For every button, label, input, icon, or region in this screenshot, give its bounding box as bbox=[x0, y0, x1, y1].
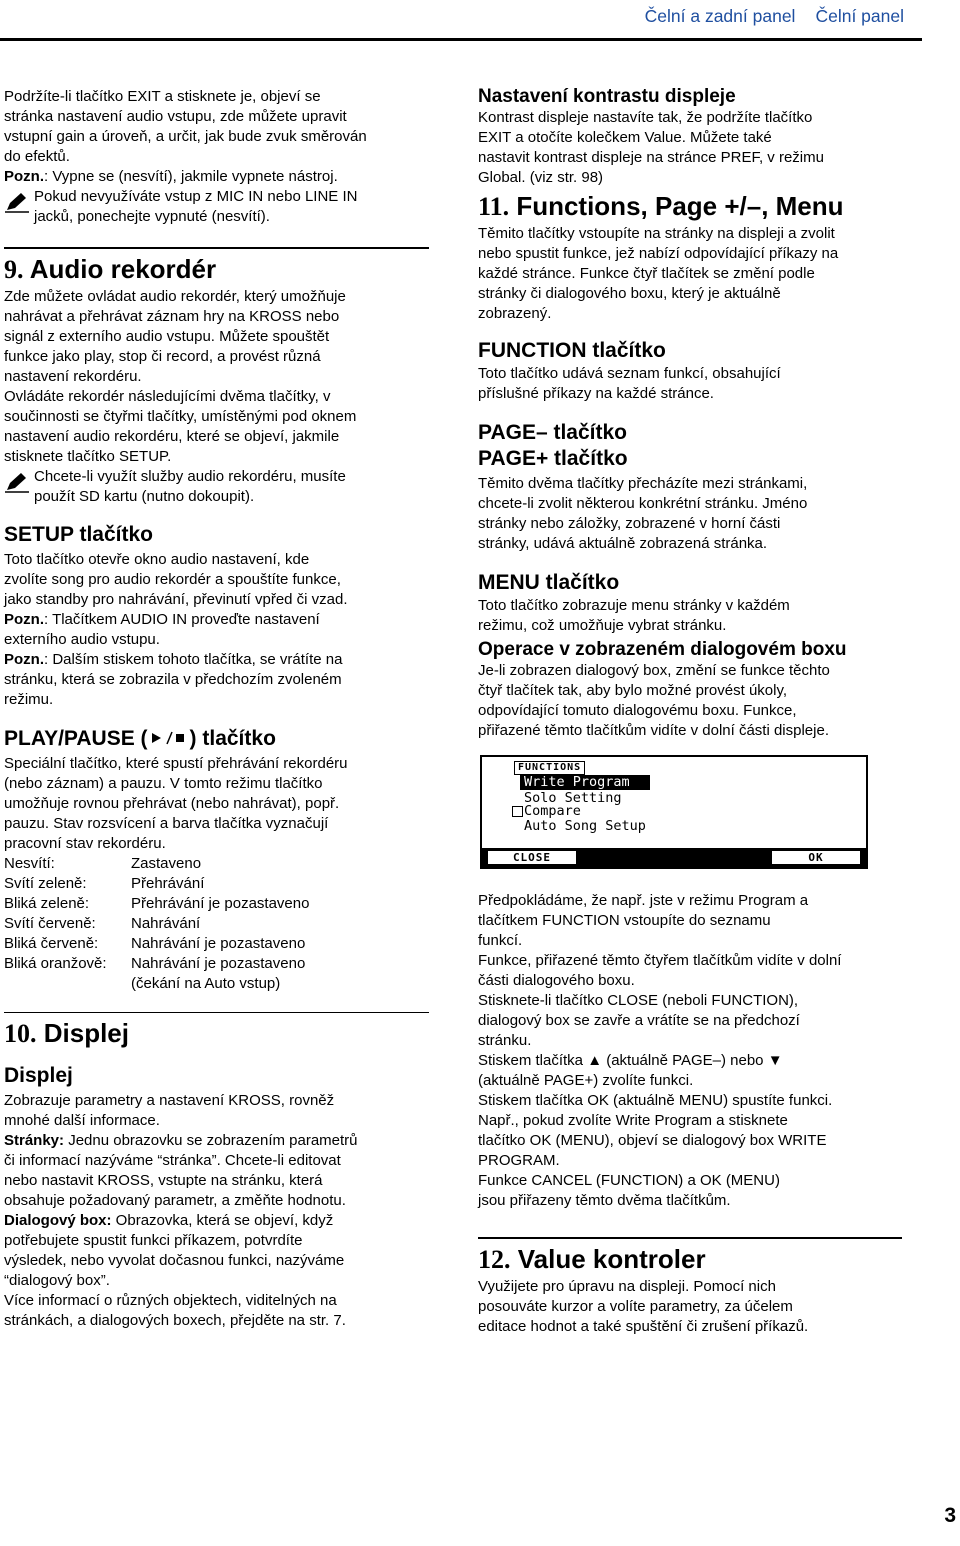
lcd-item-auto-song-setup: Auto Song Setup bbox=[524, 818, 646, 834]
header-subsection: Čelní panel bbox=[815, 6, 904, 26]
header-rule bbox=[0, 38, 922, 41]
running-header bbox=[645, 4, 904, 28]
section-12-paragraph: Využijete pro úpravu na displeji. Pomocí nich posouváte kurzor a volíte parametry, za účelem editace hodnot a také spuštění či zrušení příkazů. bbox=[478, 1277, 809, 1335]
function-paragraph: Toto tlačítko udává seznam funkcí, obsahující příslušné příkazy na každé stránce. bbox=[478, 365, 781, 402]
setup-note-2: Pozn.: Dalším stiskem tohoto tlačítka, se vrátíte na stránku, která se zobrazila v předchozím zvoleném režimu. bbox=[4, 650, 343, 708]
dialog-operation-title: Operace v zobrazeném dialogovém boxu bbox=[478, 639, 847, 660]
page-plus-title: PAGE+ tlačítko bbox=[478, 447, 628, 470]
section-11-paragraph: Těmito tlačítky vstoupíte na stránky na displeji a zvolit nebo spustit funkce, jež nabízí odpovídající příkazy na každé stránce. Funkce čtyř tlačítek se změní podle stránky či dialogového boxu, který je aktuálně zobrazený. bbox=[478, 225, 839, 322]
displej-paragraph: Zobrazuje parametry a nastavení KROSS, rovněž mnohé další informace. bbox=[4, 1092, 335, 1129]
section-9-paragraph-1: Zde můžete ovládat audio rekordér, který umožňuje nahrávat a přehrávat záznam hry na KROSS nebo signál z externího audio vstupu. Můžete spouštět funkce jako play, stop či record, a provést různá nastavení rekordéru. bbox=[4, 287, 346, 385]
table-row: Svítí zeleně: Přehrávání bbox=[4, 874, 205, 892]
play-pause-title: PLAY/PAUSE ( ) tlačítko bbox=[4, 726, 276, 750]
setup-note-1: Pozn.: Tlačítkem AUDIO IN proveďte nastavení externího audio vstupu. bbox=[4, 610, 320, 648]
section-9-paragraph-2: Ovládáte rekordér následujícími dvěma tlačítky, v součinnosti se čtyřmi tlačítky, umístěnými pod oknem nastavení audio rekordéru, které se objeví, jakmile stisknete tlačítko SETUP. bbox=[4, 387, 357, 465]
pen-note-icon bbox=[4, 471, 30, 493]
pen-note-icon bbox=[4, 191, 30, 213]
lcd-item-solo-setting: Solo Setting bbox=[524, 790, 622, 806]
function-title: FUNCTION tlačítko bbox=[478, 339, 666, 362]
page-paragraph: Těmito dvěma tlačítky přecházíte mezi stránkami, chcete-li zvolit některou konkrétní stránku. Jméno stránky nebo záložky, zobrazené v horní části stránky, udává aktuálně zobrazená stránka. bbox=[478, 475, 808, 552]
lcd-function-dialog bbox=[480, 755, 868, 869]
page-minus-title: PAGE– tlačítko bbox=[478, 421, 627, 444]
contrast-title: Nastavení kontrastu displeje bbox=[478, 86, 736, 107]
table-row: Svítí červeně: Nahrávání bbox=[4, 914, 201, 932]
intro-paragraph: Podržíte-li tlačítko EXIT a stisknete je, objeví se stránka nastavení audio vstupu, zde můžete upravit vstupní gain a úroveň, a určit, jak bude zvuk směrován do efektů. bbox=[4, 88, 367, 165]
lcd-title: FUNCTIONS bbox=[514, 761, 585, 775]
more-info-paragraph: Více informací o různých objektech, viditelných na stránkách, a dialogových boxech, přejděte na str. 7. bbox=[4, 1292, 346, 1329]
page-number: 3 bbox=[944, 1504, 956, 1527]
note-label: Pozn. bbox=[4, 168, 44, 185]
lcd-item-compare: Compare bbox=[524, 803, 581, 819]
table-row: Bliká zeleně: Přehrávání je pozastaveno bbox=[4, 894, 310, 912]
recorder-states-table bbox=[4, 854, 309, 994]
menu-paragraph: Toto tlačítko zobrazuje menu stránky v každém režimu, což umožňuje vybrat stránku. bbox=[478, 597, 790, 634]
play-pause-icon bbox=[148, 730, 190, 746]
dialog-box-paragraph: Dialogový box: Obrazovka, která se objeví, když potřebujete spustit funkci příkazem, potvrdíte výsledek, nebo vyvolat dočasnou funkci, nazýváme “dialogový box”. bbox=[4, 1212, 345, 1289]
intro-note: Pozn.: Vypne se (nesvítí), jakmile vypnete nástroj. bbox=[4, 168, 338, 185]
section-12-title: 12. Value kontroler bbox=[478, 1243, 706, 1274]
lcd-close-button: CLOSE bbox=[488, 851, 576, 864]
section-9-title: 9. Audio rekordér bbox=[4, 253, 217, 284]
dialog-operation-paragraph: Je-li zobrazen dialogový box, změní se funkce těchto čtyř tlačítek tak, aby bylo možné provést úkoly, odpovídající tomuto dialogovému boxu. Funkce, přiřazené těmto tlačítkům vidíte v dolní části displeje. bbox=[478, 662, 830, 739]
right-column bbox=[478, 85, 918, 1337]
contrast-paragraph: Kontrast displeje nastavíte tak, že podržíte tlačítko EXIT a otočíte kolečkem Value. Můžete také nastavit kontrast displeje na stránce PREF, v režimu Global. (viz str. 98) bbox=[478, 109, 824, 186]
section-11-title: 11. Functions, Page +/–, Menu bbox=[478, 191, 844, 221]
section-10-title: 10. Displej bbox=[4, 1018, 129, 1048]
lcd-ok-button: OK bbox=[772, 851, 860, 864]
table-row: Bliká oranžově: Nahrávání je pozastaveno bbox=[4, 954, 306, 972]
header-section: Čelní a zadní panel bbox=[644, 6, 796, 26]
left-column bbox=[4, 85, 429, 1331]
section-12-rule bbox=[478, 1237, 902, 1239]
section-9-rule bbox=[4, 247, 429, 249]
intro-pen-note: Pokud nevyužíváte vstup z MIC IN nebo LINE IN jacků, ponechejte vypnuté (nesvítí). bbox=[4, 187, 429, 227]
setup-title: SETUP tlačítko bbox=[4, 522, 153, 546]
checkbox-icon bbox=[512, 806, 523, 817]
table-row: (čekání na Auto vstup) bbox=[131, 974, 281, 992]
menu-title: MENU tlačítko bbox=[478, 571, 620, 594]
setup-paragraph: Toto tlačítko otevře okno audio nastavení, kde zvolíte song pro audio rekordér a spouštíte funkce, jako standby pro nahrávání, převinutí vpřed či vzad. bbox=[4, 550, 348, 608]
dialog-explanation: Předpokládáme, že např. jste v režimu Program a tlačítkem FUNCTION vstoupíte do seznamu funkcí. Funkce, přiřazené těmto čtyřem tlačítkům vidíte v dolní části dialogového boxu. Stisknete-li tlačítko CLOSE (neboli FUNCTION), dialogový box se zavře a vrátíte se na předchozí stránku. Stiskem tlačítka ▲ (aktuálně PAGE–) nebo ▼ (aktuálně PAGE+) zvolíte funkci. Stiskem tlačítka OK (aktuálně MENU) spustíte funkci. Např., pokud zvolíte Write Program a stisknete tlačítko OK (MENU), objeví se dialogový box WRITE PROGRAM. Funkce CANCEL (FUNCTION) a OK (MENU) jsou přiřazeny těmto dvěma tlačítkům. bbox=[478, 892, 842, 1209]
stranky-paragraph: Stránky: Jednu obrazovku se zobrazením parametrů či informací nazýváme “stránka”. Chcete-li editovat nebo nastavit KROSS, vstupte na stránku, která obsahuje požadovaný parametr, a změňte hodnotu. bbox=[4, 1132, 358, 1209]
displej-title: Displej bbox=[4, 1064, 73, 1087]
section-9-pen-note: Chcete-li využít služby audio rekordéru, musíte použít SD kartu (nutno dokoupit). bbox=[4, 467, 429, 507]
lcd-button-bar bbox=[482, 848, 866, 867]
table-row: Bliká červeně: Nahrávání je pozastaveno bbox=[4, 934, 306, 952]
section-10-rule bbox=[4, 1012, 429, 1014]
lcd-item-write-program: Write Program bbox=[520, 775, 650, 790]
play-pause-paragraph: Speciální tlačítko, které spustí přehrávání rekordéru (nebo záznam) a pauzu. V tomto režimu tlačítko umožňuje rovnou přehrávat (nebo nahrávat), popř. pauzu. Stav rozsvícení a barva tlačítka vyznačují pracovní stav rekordéru. bbox=[4, 754, 348, 852]
table-row: Nesvítí: Zastaveno bbox=[4, 854, 202, 872]
